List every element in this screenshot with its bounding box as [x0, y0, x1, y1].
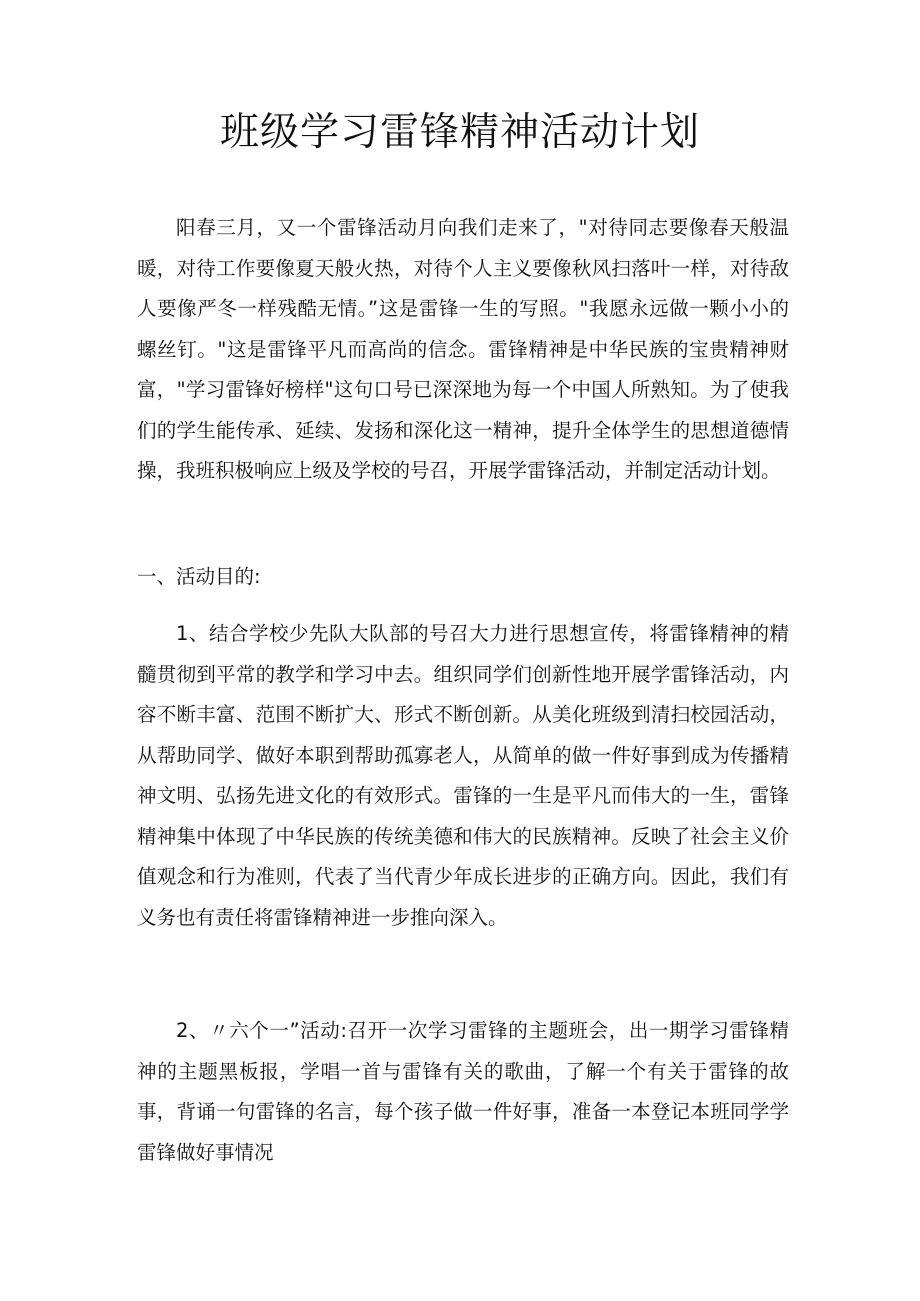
intro-paragraph: 阳春三月，又一个雷锋活动月向我们走来了，"对待同志要像春天般温暖，对待工作要像夏天般火热，对待个人主义要像秋风扫落叶一样，对待敌人要像严冬一样残酷无情。”这是雷锋一生的写照。"我愿永远做一颗小小的螺丝钉。"这是雷锋平凡而高尚的信念。雷锋精神是中华民族的宝贵精神财富，"学习雷锋好榜样"这句口号已深深地为每一个中国人所熟知。为了使我们的学生能传承、延续、发扬和深化这一精神，提升全体学生的思想道德情操，我班积极响应上级及学校的号召，开展学雷锋活动，并制定活动计划。 — [137, 216, 789, 482]
document-title: 班级学习雷锋精神活动计划 — [219, 110, 700, 155]
purpose-item-2: 2、〃六个一”活动:召开一次学习雷锋的主题班会，出一期学习雷锋精神的主题黑板报，学唱一首与雷锋有关的歌曲，了解一个有关于雷锋的故事，背诵一句雷锋的名言，每个孩子做一件好事，准备一本登记本班同学学雷锋做好事情况 — [137, 1019, 789, 1164]
section-heading-purpose: 一、活动目的: — [137, 565, 261, 588]
purpose-item-1: 1、结合学校少先队大队部的号召大力进行思想宣传，将雷锋精神的精髓贯彻到平常的教学和学习中去。组织同学们创新性地开展学雷锋活动，内容不断丰富、范围不断扩大、形式不断创新。从美化班级到清扫校园活动，从帮助同学、做好本职到帮助孤寡老人，从简单的做一件好事到成为传播精神文明、弘扬先进文化的有效形式。雷锋的一生是平凡而伟大的一生，雷锋精神集中体现了中华民族的传统美德和伟大的民族精神。反映了社会主义价值观念和行为准则，代表了当代青少年成长进步的正确方向。因此，我们有义务也有责任将雷锋精神进一步推向深入。 — [137, 622, 789, 929]
